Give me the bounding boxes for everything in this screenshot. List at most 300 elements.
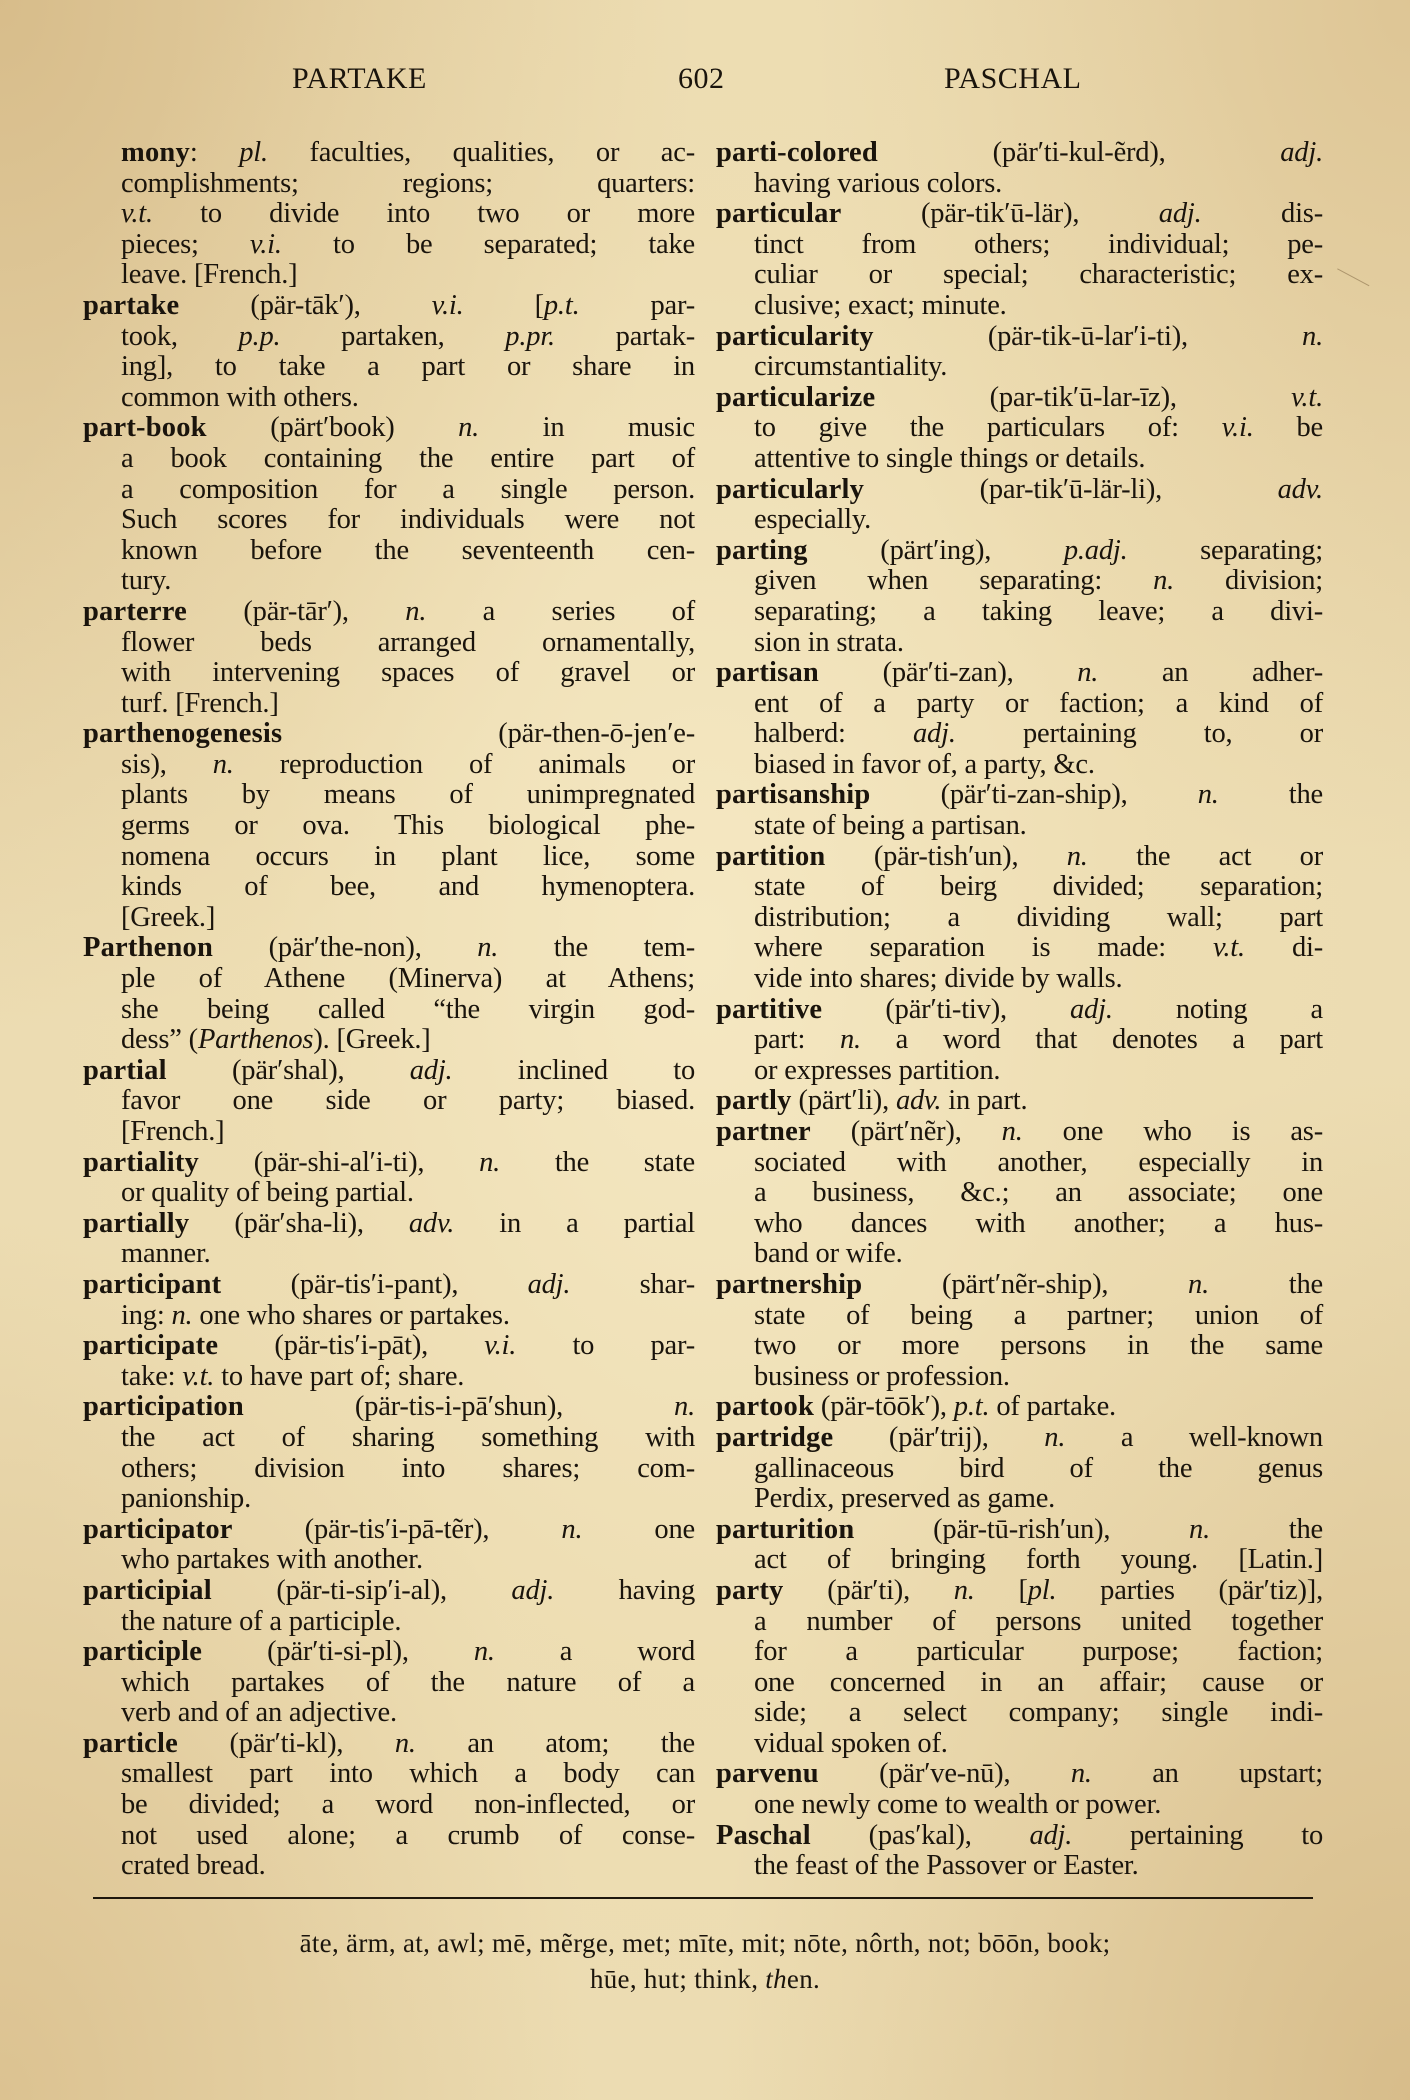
grammar-label: Parthenos bbox=[197, 1024, 314, 1056]
definition-text: smallest part into which a body can bbox=[121, 1758, 695, 1790]
entry-continuation-line bbox=[716, 1729, 1323, 1760]
entry-continuation-line bbox=[83, 903, 695, 934]
grammar-label: adv. bbox=[408, 1207, 455, 1239]
definition-text: common with others. bbox=[121, 381, 359, 413]
right-column bbox=[716, 138, 1323, 1882]
entry-continuation-line bbox=[83, 689, 695, 720]
definition-text: state of being a partner; union of bbox=[754, 1299, 1323, 1331]
entry-first-line bbox=[716, 199, 1323, 230]
definition-text: a series of bbox=[426, 595, 695, 627]
entry-continuation-line bbox=[83, 658, 695, 689]
entry-continuation-line bbox=[83, 1821, 695, 1852]
definition-text: gallinaceous bird of the genus bbox=[754, 1452, 1323, 1484]
headword: partitive bbox=[716, 993, 823, 1025]
definition-text: vide into shares; divide by walls. bbox=[754, 963, 1123, 995]
entry-continuation-line bbox=[83, 1851, 695, 1882]
definition-text: (pär-tis-i-pā′shun), bbox=[243, 1391, 675, 1423]
entry-first-line bbox=[83, 413, 695, 444]
entry-first-line bbox=[716, 1759, 1323, 1790]
definition-text: the state bbox=[500, 1146, 695, 1178]
definition-text: (par-tik′ū-lar-īz), bbox=[875, 381, 1292, 413]
definition-text: or expresses partition. bbox=[754, 1054, 1001, 1086]
headword: particle bbox=[83, 1727, 178, 1759]
entry-continuation-line bbox=[83, 475, 695, 506]
definition-text: [Greek.] bbox=[121, 901, 216, 933]
definition-text: one who is as- bbox=[1022, 1116, 1323, 1147]
grammar-label: n. bbox=[1077, 657, 1099, 689]
definition-text: ). [Greek.] bbox=[313, 1024, 431, 1056]
definition-text: side; a select company; single indi- bbox=[754, 1697, 1323, 1729]
entry-continuation-line bbox=[83, 872, 695, 903]
grammar-label: v.t. bbox=[121, 198, 153, 230]
footer-rule bbox=[93, 1897, 1313, 1899]
entry-continuation-line bbox=[83, 1698, 695, 1729]
definition-text: attentive to single things or details. bbox=[754, 442, 1146, 474]
grammar-label: v.i. bbox=[249, 228, 282, 260]
entry-first-line bbox=[716, 1117, 1323, 1148]
definition-text: which partakes of the nature of a bbox=[121, 1666, 695, 1698]
entry-first-line bbox=[716, 1821, 1323, 1852]
definition-text: the bbox=[1209, 1268, 1323, 1300]
entry-first-line bbox=[83, 1331, 695, 1362]
entry-first-line bbox=[716, 138, 1323, 169]
headword: part-book bbox=[83, 412, 207, 444]
definition-text: (pär′ti-tiv), bbox=[822, 993, 1070, 1025]
definition-text: partaken, bbox=[280, 320, 506, 352]
definition-text: a composition for a single person. bbox=[121, 473, 695, 505]
entry-continuation-line bbox=[83, 536, 695, 567]
headword: party bbox=[716, 1574, 784, 1606]
definition-text: who dances with another; a hus- bbox=[754, 1207, 1323, 1239]
definition-text: one newly come to wealth or power. bbox=[754, 1789, 1162, 1821]
definition-text: an upstart; bbox=[1091, 1758, 1323, 1790]
grammar-label: pl. bbox=[239, 137, 268, 168]
definition-text: a business, &c.; an associate; one bbox=[754, 1177, 1323, 1209]
entry-continuation-line bbox=[716, 1362, 1323, 1393]
entry-continuation-line bbox=[716, 1148, 1323, 1179]
headword: particularize bbox=[716, 381, 876, 413]
definition-text: partak- bbox=[554, 320, 695, 352]
definition-text: be divided; a word non-inflected, or bbox=[121, 1789, 695, 1821]
definition-text: (pär-tish′un), bbox=[825, 840, 1067, 872]
entry-continuation-line bbox=[83, 1454, 695, 1485]
definition-text: division; bbox=[1174, 565, 1323, 597]
definition-text: an atom; the bbox=[415, 1727, 695, 1759]
headword: participle bbox=[83, 1636, 203, 1668]
definition-text: one who shares or partakes. bbox=[192, 1299, 510, 1331]
definition-text: to have part of; share. bbox=[214, 1360, 465, 1392]
entry-continuation-line bbox=[716, 1454, 1323, 1485]
definition-text: the bbox=[1218, 779, 1323, 811]
grammar-label: n. bbox=[1044, 1421, 1066, 1453]
definition-text: an adher- bbox=[1098, 657, 1323, 689]
pronunciation-key bbox=[0, 1925, 1410, 1997]
definition-text: or quality of being partial. bbox=[121, 1177, 414, 1209]
entry-first-line bbox=[716, 1270, 1323, 1301]
grammar-label: n. bbox=[674, 1391, 695, 1423]
headword: partly bbox=[716, 1085, 792, 1117]
entry-continuation-line bbox=[83, 1607, 695, 1638]
entry-continuation-line bbox=[716, 260, 1323, 291]
definition-text: in part. bbox=[941, 1085, 1028, 1117]
entry-first-line bbox=[83, 1576, 695, 1607]
grammar-label: n. bbox=[1070, 1758, 1092, 1790]
headword: partnership bbox=[716, 1268, 863, 1300]
definition-text: panionship. bbox=[121, 1483, 252, 1515]
entry-continuation-line bbox=[716, 291, 1323, 322]
entry-continuation-line bbox=[716, 597, 1323, 628]
entry-continuation-line bbox=[716, 1056, 1323, 1087]
entry-continuation-line bbox=[83, 169, 695, 200]
definition-text: (pär′ti-si-pl), bbox=[202, 1636, 474, 1668]
grammar-label: pl. bbox=[1027, 1574, 1057, 1606]
definition-text: sis), bbox=[121, 748, 213, 780]
grammar-label: n. bbox=[405, 595, 427, 627]
headword: participation bbox=[83, 1391, 244, 1423]
definition-text: (pär-then-ō-jen′e- bbox=[282, 718, 695, 750]
definition-text: verb and of an adjective. bbox=[121, 1697, 397, 1729]
grammar-label: adj. bbox=[1158, 198, 1202, 230]
grammar-label: n. bbox=[171, 1299, 193, 1331]
definition-text: dis- bbox=[1201, 198, 1323, 230]
entry-continuation-line bbox=[83, 383, 695, 414]
definition-text: par- bbox=[579, 289, 696, 321]
entry-continuation-line bbox=[83, 1178, 695, 1209]
headword: partook bbox=[716, 1391, 814, 1423]
definition-text: ing: bbox=[121, 1299, 172, 1331]
entry-continuation-line bbox=[83, 1423, 695, 1454]
entry-continuation-line bbox=[83, 1117, 695, 1148]
grammar-label: p.t. bbox=[953, 1391, 990, 1423]
definition-text: (pär-shi-al′i-ti), bbox=[199, 1146, 480, 1178]
grammar-label: n. bbox=[953, 1574, 975, 1606]
grammar-label: adj. bbox=[409, 1054, 453, 1086]
entry-continuation-line bbox=[83, 750, 695, 781]
left-column bbox=[83, 138, 695, 1882]
headword: parturition bbox=[716, 1513, 855, 1545]
definition-text: the bbox=[1210, 1513, 1323, 1545]
entry-continuation-line bbox=[83, 1239, 695, 1270]
definition-text: (pär′sha-li), bbox=[189, 1207, 409, 1239]
headword: partake bbox=[83, 289, 180, 321]
entry-continuation-line bbox=[83, 230, 695, 261]
definition-text: leave. [French.] bbox=[121, 259, 298, 291]
definition-text: plants by means of unimpregnated bbox=[121, 779, 695, 811]
page-number: 602 bbox=[678, 62, 725, 95]
running-header bbox=[0, 62, 1410, 102]
definition-text: others; division into shares; com- bbox=[121, 1452, 695, 1484]
entry-continuation-line bbox=[716, 1698, 1323, 1729]
definition-text: (pär′shal), bbox=[166, 1054, 410, 1086]
entry-continuation-line bbox=[716, 352, 1323, 383]
definition-text: ing], to take a part or share in bbox=[121, 351, 695, 383]
definition-text: (pärt′ing), bbox=[807, 534, 1064, 566]
definition-text: halberd: bbox=[754, 718, 913, 750]
definition-text: the nature of a participle. bbox=[121, 1605, 402, 1637]
entry-continuation-line bbox=[716, 903, 1323, 934]
entry-continuation-line bbox=[716, 413, 1323, 444]
entry-first-line bbox=[83, 291, 695, 322]
right-guide-word: PASCHAL bbox=[944, 62, 1082, 95]
definition-text: a word that denotes a part bbox=[860, 1024, 1324, 1056]
entry-continuation-line bbox=[716, 505, 1323, 536]
definition-text: sion in strata. bbox=[754, 626, 904, 658]
definition-text: (pär-tāk′), bbox=[179, 289, 432, 321]
definition-text: (par-tik′ū-lär-li), bbox=[864, 473, 1278, 505]
entry-continuation-line bbox=[83, 1759, 695, 1790]
definition-text: (pas′kal), bbox=[810, 1819, 1030, 1851]
entry-continuation-line bbox=[83, 260, 695, 291]
definition-text: (pär-tār′), bbox=[186, 595, 406, 627]
definition-text: (pär-tik′ū-lär), bbox=[841, 198, 1159, 230]
definition-text: (pär-tis′i-pā-tẽr), bbox=[232, 1513, 562, 1545]
definition-text: distribution; a dividing wall; part bbox=[754, 901, 1323, 933]
grammar-label: adj. bbox=[511, 1574, 555, 1606]
entry-continuation-line bbox=[83, 1668, 695, 1699]
definition-text: tury. bbox=[121, 565, 172, 597]
definition-text: having bbox=[554, 1574, 696, 1606]
entry-continuation-line bbox=[716, 1851, 1323, 1882]
entry-continuation-line bbox=[83, 1790, 695, 1821]
definition-text: in a partial bbox=[454, 1207, 695, 1239]
definition-text: Perdix, preserved as game. bbox=[754, 1483, 1056, 1515]
definition-text: be bbox=[1253, 412, 1323, 444]
entry-first-line bbox=[716, 1392, 1323, 1423]
entry-continuation-line bbox=[83, 780, 695, 811]
definition-text: one concerned in an affair; cause or bbox=[754, 1666, 1323, 1698]
definition-text: parties (pär′tiz)], bbox=[1056, 1574, 1323, 1606]
entry-first-line bbox=[83, 1270, 695, 1301]
pronunciation-key-line-1: āte, ärm, at, awl; mē, mẽrge, met; mīte, mit; nōte, nôrth, not; bōōn, book; bbox=[299, 1928, 1111, 1958]
grammar-label: n. bbox=[473, 1636, 495, 1668]
grammar-label: v.t. bbox=[1213, 932, 1245, 964]
definition-text: (pär′ti), bbox=[783, 1574, 954, 1606]
grammar-label: adj. bbox=[1280, 137, 1323, 168]
headword: partridge bbox=[716, 1421, 834, 1453]
entry-continuation-line bbox=[716, 689, 1323, 720]
definition-text: the tem- bbox=[498, 932, 696, 964]
grammar-label: p.pr. bbox=[505, 320, 555, 352]
entry-first-line bbox=[83, 1056, 695, 1087]
grammar-label: n. bbox=[394, 1727, 416, 1759]
entry-first-line bbox=[83, 597, 695, 628]
definition-text: state of being a partisan. bbox=[754, 810, 1027, 842]
definition-text: to divide into two or more bbox=[152, 198, 695, 230]
entry-continuation-line bbox=[716, 719, 1323, 750]
definition-text: Such scores for individuals were not bbox=[121, 504, 695, 536]
definition-text: to be separated; take bbox=[281, 228, 696, 260]
entry-continuation-line bbox=[83, 444, 695, 475]
entry-continuation-line bbox=[716, 444, 1323, 475]
headword: partiality bbox=[83, 1146, 199, 1178]
definition-text: (pär-tis′i-pāt), bbox=[218, 1330, 485, 1362]
definition-text: where separation is made: bbox=[754, 932, 1214, 964]
definition-text: take: bbox=[121, 1360, 183, 1392]
entry-first-line bbox=[716, 842, 1323, 873]
entry-first-line bbox=[716, 780, 1323, 811]
entry-continuation-line bbox=[716, 628, 1323, 659]
definition-text: for a particular purpose; faction; bbox=[754, 1636, 1323, 1668]
entry-continuation-line bbox=[83, 566, 695, 597]
pronunciation-key-line-2-end: en. bbox=[786, 1964, 821, 1994]
headword: particularly bbox=[716, 473, 865, 505]
grammar-label: adv. bbox=[1277, 473, 1323, 505]
entry-continuation-line bbox=[83, 1484, 695, 1515]
grammar-label: v.t. bbox=[182, 1360, 215, 1392]
headword: parti-colored bbox=[716, 137, 878, 168]
definition-text: part: bbox=[754, 1024, 840, 1056]
definition-text: sociated with another, especially in bbox=[754, 1146, 1323, 1178]
entry-continuation-line bbox=[83, 322, 695, 353]
definition-text: ent of a party or faction; a kind of bbox=[754, 687, 1323, 719]
entry-continuation-line bbox=[716, 1209, 1323, 1240]
headword: Paschal bbox=[716, 1819, 811, 1851]
definition-text: reproduction of animals or bbox=[233, 748, 695, 780]
definition-text: (pärt′nẽr-ship), bbox=[862, 1268, 1189, 1300]
definition-text: in music bbox=[479, 412, 695, 444]
definition-text: [French.] bbox=[121, 1116, 225, 1147]
definition-text: : bbox=[189, 137, 240, 168]
headword: parvenu bbox=[716, 1758, 819, 1790]
entry-continuation-line bbox=[716, 1301, 1323, 1332]
definition-text: crated bread. bbox=[121, 1850, 266, 1882]
entry-first-line bbox=[716, 1515, 1323, 1546]
entry-first-line bbox=[716, 1086, 1323, 1117]
grammar-label: n. bbox=[1153, 565, 1175, 597]
definition-text: to give the particulars of: bbox=[754, 412, 1222, 444]
grammar-label: n. bbox=[1189, 1513, 1211, 1545]
definition-text: clusive; exact; minute. bbox=[754, 289, 1007, 321]
grammar-label: adj. bbox=[1029, 1819, 1073, 1851]
definition-text: the act or bbox=[1087, 840, 1323, 872]
definition-text: pieces; bbox=[121, 228, 250, 260]
grammar-label: v.t. bbox=[1291, 381, 1323, 413]
definition-text: not used alone; a crumb of conse- bbox=[121, 1819, 695, 1851]
definition-text: separating; a taking leave; a divi- bbox=[754, 595, 1323, 627]
headword: participant bbox=[83, 1268, 222, 1300]
definition-text: to par- bbox=[516, 1330, 695, 1362]
definition-text: with intervening spaces of gravel or bbox=[121, 657, 695, 689]
definition-text: the act of sharing something with bbox=[121, 1421, 695, 1453]
headword: partisan bbox=[716, 657, 819, 689]
entry-continuation-line bbox=[83, 811, 695, 842]
entry-first-line bbox=[83, 1148, 695, 1179]
pronunciation-key-line-2-start: hūe, hut; think, bbox=[589, 1964, 766, 1994]
entry-first-line bbox=[716, 536, 1323, 567]
entry-first-line bbox=[83, 933, 695, 964]
grammar-label: n. bbox=[1001, 1116, 1023, 1147]
definition-text: one bbox=[582, 1513, 695, 1545]
entry-continuation-line bbox=[716, 1668, 1323, 1699]
grammar-label: n. bbox=[458, 412, 480, 444]
grammar-label: n. bbox=[561, 1513, 583, 1545]
entry-continuation-line bbox=[716, 1239, 1323, 1270]
definition-text: especially. bbox=[754, 504, 872, 536]
headword: partition bbox=[716, 840, 826, 872]
entry-first-line bbox=[716, 475, 1323, 506]
definition-text: nomena occurs in plant lice, some bbox=[121, 840, 695, 872]
grammar-label: v.i. bbox=[431, 289, 464, 321]
definition-text: (pär′ti-kul-ẽrd), bbox=[877, 137, 1281, 168]
grammar-label: n. bbox=[1197, 779, 1219, 811]
definition-text: band or wife. bbox=[754, 1238, 903, 1270]
grammar-label: adv. bbox=[895, 1085, 942, 1117]
entry-first-line bbox=[83, 1637, 695, 1668]
entry-first-line bbox=[716, 322, 1323, 353]
definition-text: (pär′ti-kl), bbox=[177, 1727, 395, 1759]
entry-continuation-line bbox=[716, 964, 1323, 995]
headword: mony bbox=[121, 137, 190, 168]
entry-continuation-line bbox=[83, 352, 695, 383]
definition-text: (pär′ti-zan-ship), bbox=[870, 779, 1198, 811]
grammar-label: adj. bbox=[1070, 993, 1113, 1025]
definition-text: germs or ova. This biological phe- bbox=[121, 810, 695, 842]
headword: partially bbox=[83, 1207, 190, 1239]
definition-text: pertaining to, or bbox=[955, 718, 1323, 750]
grammar-label: n. bbox=[212, 748, 234, 780]
definition-text: vidual spoken of. bbox=[754, 1727, 948, 1759]
grammar-label: p.p. bbox=[238, 320, 281, 352]
entry-continuation-line bbox=[716, 811, 1323, 842]
definition-text: (pär′ve-nū), bbox=[818, 1758, 1071, 1790]
headword: partisanship bbox=[716, 779, 871, 811]
entry-continuation-line bbox=[83, 199, 695, 230]
definition-text: flower beds arranged ornamentally, bbox=[121, 626, 695, 658]
entry-continuation-line bbox=[716, 1607, 1323, 1638]
headword: Parthenon bbox=[83, 932, 214, 964]
definition-text: shar- bbox=[570, 1268, 695, 1300]
definition-text: [ bbox=[463, 289, 544, 321]
entry-continuation-line bbox=[83, 995, 695, 1026]
paper-crease-mark bbox=[1331, 268, 1370, 298]
definition-text: the feast of the Passover or Easter. bbox=[754, 1850, 1139, 1882]
definition-text: (pär-ti-sip′i-al), bbox=[211, 1574, 512, 1606]
grammar-label: n. bbox=[1188, 1268, 1210, 1300]
entry-continuation-line bbox=[83, 964, 695, 995]
entry-continuation-line bbox=[83, 1545, 695, 1576]
definition-text: (pärt′li), bbox=[791, 1085, 896, 1117]
definition-text: (pär-tōōk′), bbox=[814, 1391, 954, 1423]
definition-text: turf. [French.] bbox=[121, 687, 279, 719]
left-guide-word: PARTAKE bbox=[292, 62, 427, 95]
definition-text: dess” ( bbox=[121, 1024, 198, 1056]
definition-text: (pär-tik-ū-lar′i-ti), bbox=[873, 320, 1303, 352]
entry-first-line bbox=[83, 719, 695, 750]
pronunciation-key-line-2 bbox=[0, 1961, 1410, 1997]
entry-continuation-line bbox=[83, 1301, 695, 1332]
definition-text: (pär′the-non), bbox=[213, 932, 478, 964]
definition-text: tinct from others; individual; pe- bbox=[754, 228, 1323, 260]
definition-text: a book containing the entire part of bbox=[121, 442, 695, 474]
headword: partner bbox=[716, 1116, 811, 1147]
definition-text: given when separating: bbox=[754, 565, 1154, 597]
definition-text: complishments; regions; quarters: bbox=[121, 167, 695, 199]
grammar-label: n. bbox=[1066, 840, 1088, 872]
grammar-label: n. bbox=[839, 1024, 861, 1056]
headword: parterre bbox=[83, 595, 187, 627]
headword: particularity bbox=[716, 320, 874, 352]
entry-continuation-line bbox=[716, 1545, 1323, 1576]
grammar-label: adj. bbox=[913, 718, 956, 750]
definition-text: having various colors. bbox=[754, 167, 1003, 199]
definition-text: who partakes with another. bbox=[121, 1544, 423, 1576]
headword: participate bbox=[83, 1330, 219, 1362]
headword: participial bbox=[83, 1574, 212, 1606]
definition-text: faculties, qualities, or ac- bbox=[267, 137, 695, 168]
entry-first-line bbox=[83, 1729, 695, 1760]
entry-continuation-line bbox=[716, 1637, 1323, 1668]
definition-text: circumstantiality. bbox=[754, 351, 948, 383]
